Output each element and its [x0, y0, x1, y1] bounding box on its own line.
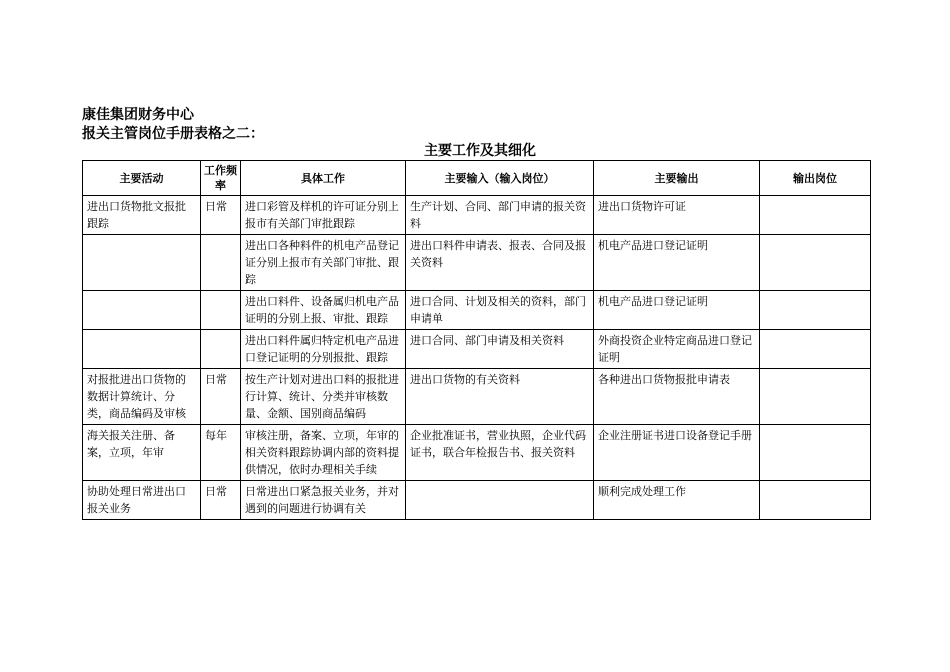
table-row	[83, 481, 871, 520]
cell-output: 各种进出口货物报批申请表	[594, 369, 760, 425]
cell-output: 机电产品进口登记证明	[594, 235, 760, 291]
cell-output: 进出口货物许可证	[594, 196, 760, 235]
cell-activity	[83, 330, 201, 369]
table-row	[83, 330, 871, 369]
col-header-input: 主要输入（输入岗位）	[406, 161, 594, 196]
cell-work: 日常进出口紧急报关业务，并对遇到的问题进行协调有关	[241, 481, 406, 520]
col-header-work: 具体工作	[241, 161, 406, 196]
work-detail-table	[82, 160, 871, 520]
org-name: 康佳集团财务中心	[82, 107, 194, 123]
cell-activity: 进出口货物批文报批跟踪	[83, 196, 201, 235]
cell-frequency	[201, 291, 241, 330]
cell-work: 审核注册，备案、立项，年审的相关资料跟踪协调内部的资料提供情况，依时办理相关手续	[241, 425, 406, 481]
cell-frequency: 日常	[201, 481, 241, 520]
cell-frequency	[201, 235, 241, 291]
cell-frequency: 每年	[201, 425, 241, 481]
cell-activity: 协助处理日常进出口报关业务	[83, 481, 201, 520]
table-row	[83, 369, 871, 425]
table-row	[83, 425, 871, 481]
cell-post	[760, 330, 871, 369]
cell-work: 进口彩管及样机的许可证分别上报市有关部门审批跟踪	[241, 196, 406, 235]
cell-frequency: 日常	[201, 196, 241, 235]
cell-input: 进口合同、部门申请及相关资料	[406, 330, 594, 369]
table-header-row	[83, 161, 871, 196]
cell-input: 企业批准证书，营业执照，企业代码证书，联合年检报告书、报关资料	[406, 425, 594, 481]
cell-input: 进出口货物的有关资料	[406, 369, 594, 425]
table-row	[83, 196, 871, 235]
cell-activity: 对报批进出口货物的数据计算统计、分类，商品编码及审核	[83, 369, 201, 425]
cell-post	[760, 369, 871, 425]
cell-work: 进出口各种料件的机电产品登记证分别上报市有关部门审批、跟踪	[241, 235, 406, 291]
col-header-post: 输出岗位	[760, 161, 871, 196]
cell-post	[760, 196, 871, 235]
cell-activity	[83, 235, 201, 291]
col-header-output: 主要输出	[594, 161, 760, 196]
cell-output: 企业注册证书进口设备登记手册	[594, 425, 760, 481]
cell-work: 进出口料件属归特定机电产品进口登记证明的分别报批、跟踪	[241, 330, 406, 369]
cell-input: 进出口料件申请表、报表、合同及报关资料	[406, 235, 594, 291]
document-header	[82, 106, 264, 144]
col-header-activity: 主要活动	[83, 161, 201, 196]
document-subtitle: 报关主管岗位手册表格之二：	[82, 126, 264, 142]
cell-frequency: 日常	[201, 369, 241, 425]
cell-input: 进口合同、计划及相关的资料，部门申请单	[406, 291, 594, 330]
cell-post	[760, 425, 871, 481]
cell-work: 进出口料件、设备属归机电产品证明的分别上报、审批、跟踪	[241, 291, 406, 330]
cell-output: 顺利完成处理工作	[594, 481, 760, 520]
table-title: 主要工作及其细化	[424, 143, 536, 159]
cell-post	[760, 235, 871, 291]
cell-activity	[83, 291, 201, 330]
cell-input: 生产计划、合同、部门申请的报关资料	[406, 196, 594, 235]
table-row	[83, 235, 871, 291]
cell-input	[406, 481, 594, 520]
cell-post	[760, 291, 871, 330]
cell-output: 机电产品进口登记证明	[594, 291, 760, 330]
table-row	[83, 291, 871, 330]
cell-frequency	[201, 330, 241, 369]
cell-work: 按生产计划对进出口料的报批进行计算、统计、分类并审核数量、金额、国别商品编码	[241, 369, 406, 425]
cell-output: 外商投资企业特定商品进口登记证明	[594, 330, 760, 369]
cell-post	[760, 481, 871, 520]
col-header-frequency: 工作频率	[201, 161, 241, 196]
cell-activity: 海关报关注册、备案，立项，年审	[83, 425, 201, 481]
